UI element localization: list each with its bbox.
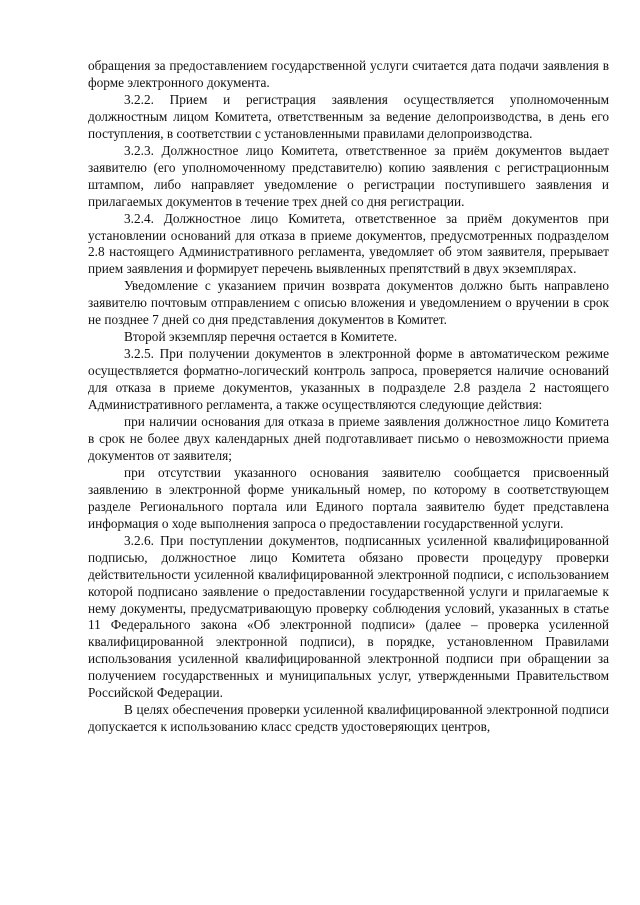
paragraph: Уведомление с указанием причин возврата документов должно быть направлено заявителю почтовым отправлением с описью вложения и уведомлением о вручении в срок не позднее 7 дней со дня представления документов в Комитет.	[88, 278, 609, 328]
paragraph: при наличии основания для отказа в приеме заявления должностное лицо Комитета в срок не более двух календарных дней подготавливает письмо о невозможности приема документов от заявителя;	[88, 414, 609, 463]
paragraph: обращения за предоставлением государственной услуги считается дата подачи заявления в форме электронного документа.	[88, 58, 609, 90]
paragraph: при отсутствии указанного основания заявителю сообщается присвоенный заявлению в электронной форме уникальный номер, по которому в соответствующем разделе Регионального портала или Единого портала заявителю будет представлена информация о ходе выполнения запроса о предоставлении государственной услуги.	[88, 464, 609, 531]
document-body	[88, 58, 609, 736]
paragraph: 3.2.5. При получении документов в электронной форме в автоматическом режиме осуществляется форматно-логический контроль запроса, проверяется наличие оснований для отказа в приеме документов, указанных в подразделе 2.8 раздела 2 настоящего Административного регламента, а также осуществляются следующие действия:	[88, 346, 609, 413]
paragraph: 3.2.3. Должностное лицо Комитета, ответственное за приём документов выдает заявителю (его уполномоченному представителю) копию заявления с регистрационным штампом, либо направляет уведомление о регистрации поступившего заявления и прилагаемых документов в течение трех дней со дня регистрации.	[88, 142, 609, 209]
paragraph: Второй экземпляр перечня остается в Комитете.	[124, 329, 398, 345]
paragraph: 3.2.6. При поступлении документов, подписанных усиленной квалифицированной подписью, должностное лицо Комитета обязано провести процедуру проверки действительности усиленной квалифицированной электронной подписи, с использованием которой подписано заявление о предоставлении государственной услуги и прилагаемые к нему документы, предусматривающую проверку соблюдения условий, указанных в статье 11 Федерального закона «Об электронной подписи» (далее – проверка усиленной квалифицированной электронной подписи), в порядке, установленном Правилами использования усиленной квалифицированной электронной подписи при обращении за получением государственных и муниципальных услуг, утвержденными Правительством Российской Федерации.	[88, 532, 609, 701]
paragraph: 3.2.4. Должностное лицо Комитета, ответственное за приём документов при установлении оснований для отказа в приеме документов, предусмотренных подразделом 2.8 настоящего Административного регламента, уведомляет об этом заявителя, прерывает прием заявления и формирует перечень выявленных препятствий в двух экземплярах.	[88, 210, 609, 277]
paragraph: В целях обеспечения проверки усиленной квалифицированной электронной подписи допускается к использованию класс средств удостоверяющих центров,	[88, 702, 609, 735]
paragraph: 3.2.2. Прием и регистрация заявления осуществляется уполномоченным должностным лицом Комитета, ответственным за ведение делопроизводства, в день его поступления, в соответствии с установленными правилами делопроизводства.	[88, 91, 609, 141]
